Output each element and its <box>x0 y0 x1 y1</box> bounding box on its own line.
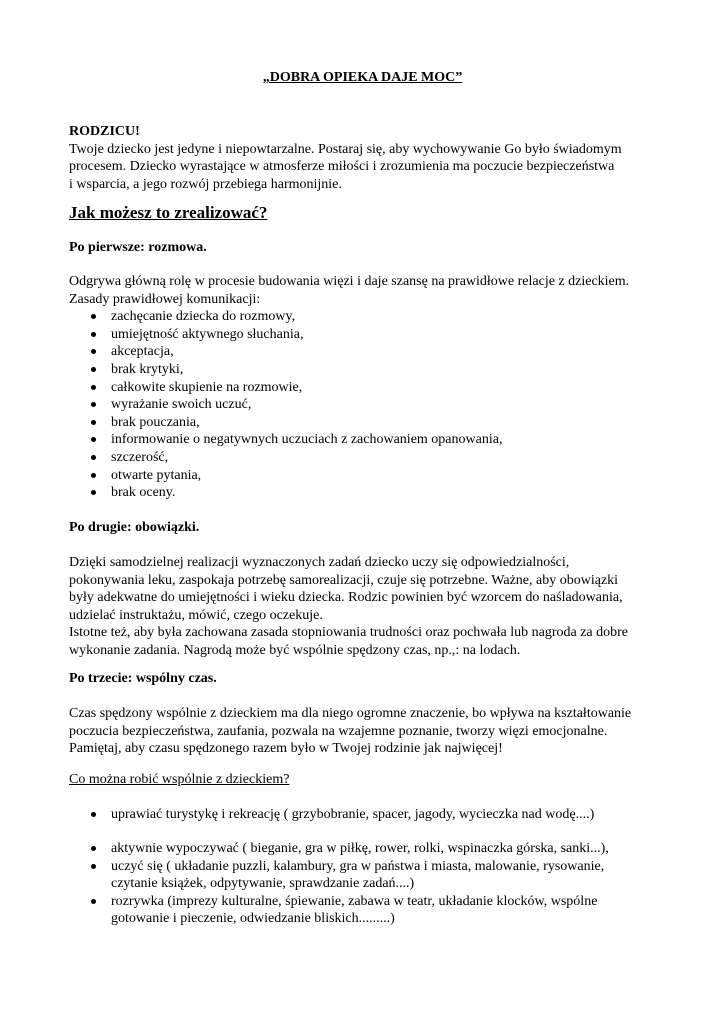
list-item-continuation <box>69 875 669 893</box>
section1-line: Zasady prawidłowej komunikacji: <box>69 291 261 307</box>
activities-list <box>69 840 669 928</box>
list-item: całkowite skupienie na rozmowie, <box>69 379 669 397</box>
list-item: informowanie o negatywnych uczuciach z zachowaniem opanowania, <box>69 431 669 449</box>
section3-line: poczucia bezpieczeństwa, zaufania, pozwala na wzajemne poznanie, tworzy więzi emocjonalne. <box>69 723 608 739</box>
intro-block <box>69 123 669 193</box>
communication-rules-list <box>69 308 669 502</box>
list-item: brak krytyki, <box>69 361 669 379</box>
section2-line: były adekwatne do umiejętności i wieku dziecka. Rodzic powinien być wzorcem do naśladowania, <box>69 590 623 606</box>
intro-heading: RODZICU! <box>69 124 140 139</box>
section3-heading: Po trzecie: wspólny czas. <box>69 671 217 686</box>
section2-body <box>69 554 669 660</box>
list-item-continuation <box>69 910 669 928</box>
list-item: szczerość, <box>69 449 669 467</box>
section3-body <box>69 705 669 758</box>
section1-body <box>69 273 669 502</box>
list-item-text: czytanie książek, odpytywanie, sprawdzanie zadań....) <box>111 876 415 892</box>
list-item: wyrażanie swoich uczuć, <box>69 396 669 414</box>
list-item: zachęcanie dziecka do rozmowy, <box>69 308 669 326</box>
section2-heading: Po drugie: obowiązki. <box>69 520 200 535</box>
list-item: aktywnie wypoczywać ( bieganie, gra w piłkę, rower, rolki, wspinaczka górska, sanki...), <box>69 840 669 858</box>
section3-line: Czas spędzony wspólnie z dzieckiem ma dla niego ogromne znaczenie, bo wpływa na kształtowanie <box>69 706 632 721</box>
intro-line: procesem. Dziecko wyrastające w atmosferze miłości i zrozumienia ma poczucie bezpieczeństwa <box>69 159 615 175</box>
intro-line: Twoje dziecko jest jedyne i niepowtarzalne. Postaraj się, aby wychowywanie Go było świadomym <box>69 141 622 157</box>
list-item: rozrywka (imprezy kulturalne, śpiewanie, zabawa w teatr, układanie klocków, wspólne <box>69 893 669 911</box>
section2-line: wykonanie zadania. Nagrodą może być wspólnie spędzony czas, np.,: na lodach. <box>69 642 521 658</box>
list-item: umiejętność aktywnego słuchania, <box>69 326 669 344</box>
activities-list <box>69 806 669 824</box>
list-item: brak oceny. <box>69 484 669 502</box>
section2-line: pokonywania leku, zaspokaja potrzebę samorealizacji, czuje się potrzebne. Ważne, aby obowiązki <box>69 572 619 588</box>
activities-subheading: Co można robić wspólnie z dzieckiem? <box>69 772 290 787</box>
list-item-text: gotowanie i pieczenie, odwiedzanie bliskich.........) <box>111 911 395 927</box>
intro-line: i wsparcia, a jego rozwój przebiega harmonijnie. <box>69 176 342 192</box>
list-item: otwarte pytania, <box>69 467 669 485</box>
section3-line: Pamiętaj, aby czasu spędzonego razem było w Twojej rodzinie jak najwięcej! <box>69 741 503 757</box>
section2-line: Istotne też, aby była zachowana zasada stopniowania trudności oraz pochwała lub nagroda za dobre <box>69 625 628 641</box>
section2-line: Dzięki samodzielnej realizacji wyznaczonych zadań dziecko uczy się odpowiedzialności, <box>69 555 570 570</box>
main-heading: Jak możesz to zrealizować? <box>69 203 268 222</box>
section2-line: udzielać instruktażu, mówić, czego oczekuje. <box>69 607 323 623</box>
section1-heading: Po pierwsze: rozmowa. <box>69 240 207 255</box>
list-item: akceptacja, <box>69 343 669 361</box>
document-title: „DOBRA OPIEKA DAJE MOC” <box>262 70 463 85</box>
list-item: brak pouczania, <box>69 414 669 432</box>
list-item: uczyć się ( układanie puzzli, kalambury, gra w państwa i miasta, malowanie, rysowanie, <box>69 858 669 876</box>
section1-line: Odgrywa główną rolę w procesie budowania więzi i daje szansę na prawidłowe relacje z dzieckiem. <box>69 274 630 289</box>
list-item: uprawiać turystykę i rekreację ( grzybobranie, spacer, jagody, wycieczka nad wodę....) <box>69 806 669 824</box>
